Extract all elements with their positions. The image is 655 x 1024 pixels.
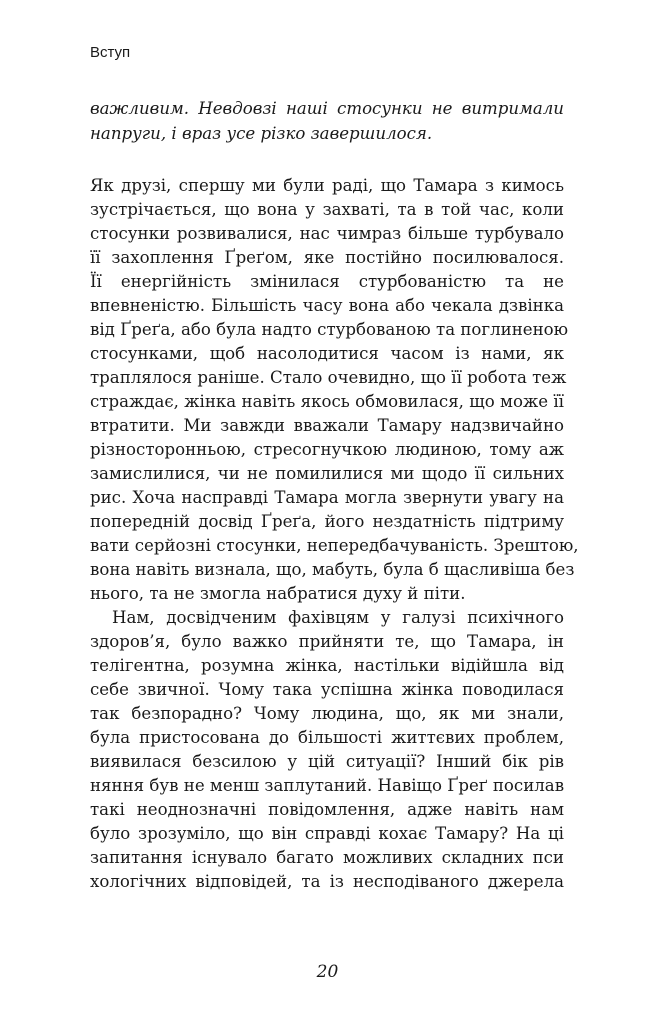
running-header: Вступ — [90, 44, 131, 61]
text-line: Нам, досвідченим фахівцям у галузі психічного — [112, 608, 564, 627]
text-line: була пристосована до більшості життєвих проблем, — [90, 728, 564, 747]
text-line: від Ґреґа, або була надто стурбованою та поглиненою — [90, 320, 569, 339]
text-line: стосунки розвивалися, нас чимраз більше турбувало — [90, 224, 564, 243]
page-number: 20 — [316, 962, 339, 982]
text-line: Як друзі, спершу ми були раді, що Тамара з кимось — [90, 176, 564, 195]
text-line: рис. Хоча насправді Тамара могла звернути увагу на — [90, 488, 564, 507]
text-line: Її енергійність змінилася стурбованістю та не — [90, 272, 564, 291]
text-line: втратити. Ми завжди вважали Тамару надзвичайно — [90, 416, 564, 435]
text-line: зустрічається, що вона у захваті, та в той час, коли — [90, 200, 564, 219]
text-line: хологічних відповідей, та із несподіваного джерела — [90, 872, 564, 891]
text-line: її захоплення Ґреґом, яке постійно посилювалося. — [90, 248, 564, 267]
text-line: страждає, жінка навіть якось обмовилася, що може її — [90, 392, 564, 411]
text-line: няння був не менш заплутаний. Навіщо Ґреґ посилав — [90, 776, 565, 795]
text-line: впевненістю. Більшість часу вона або чекала дзвінка — [90, 296, 564, 315]
text-line: стосунками, щоб насолодитися часом із нами, як — [90, 344, 564, 363]
text-line: запитання існувало багато можливих складних пси — [90, 848, 564, 867]
text-line: здоров’я, було важко прийняти те, що Тамара, ін — [90, 632, 564, 651]
text-line: напруги, і враз усе різко завершилося. — [90, 124, 433, 143]
text-line: траплялося раніше. Стало очевидно, що її робота теж — [90, 368, 567, 387]
text-line: замислилися, чи не помилилися ми щодо її сильних — [90, 464, 564, 483]
text-line: телігентна, розумна жінка, настільки відійшла від — [90, 656, 564, 675]
text-line: себе звичної. Чому така успішна жінка поводилася — [90, 680, 564, 699]
text-line: було зрозуміло, що він справді кохає Тамару? На ці — [90, 824, 564, 843]
text-line: так безпорадно? Чому людина, що, як ми знали, — [90, 704, 564, 723]
text-line: попередній досвід Ґреґа, його нездатність підтриму — [90, 512, 564, 531]
text-line: вона навіть визнала, що, мабуть, була б щасливіша без — [90, 560, 575, 579]
text-line: нього, та не змогла набратися духу й піти. — [90, 584, 466, 603]
text-line: важливим. Невдовзі наші стосунки не витримали — [90, 99, 564, 118]
text-line: вати серйозні стосунки, непередбачуваність. Зрештою, — [90, 536, 579, 555]
text-line: виявилася безсилою у цій ситуації? Інший бік рів — [90, 752, 564, 771]
text-line: такі неоднозначні повідомлення, адже навіть нам — [90, 800, 564, 819]
text-line: різносторонньою, стресогнучкою людиною, тому аж — [90, 440, 564, 459]
